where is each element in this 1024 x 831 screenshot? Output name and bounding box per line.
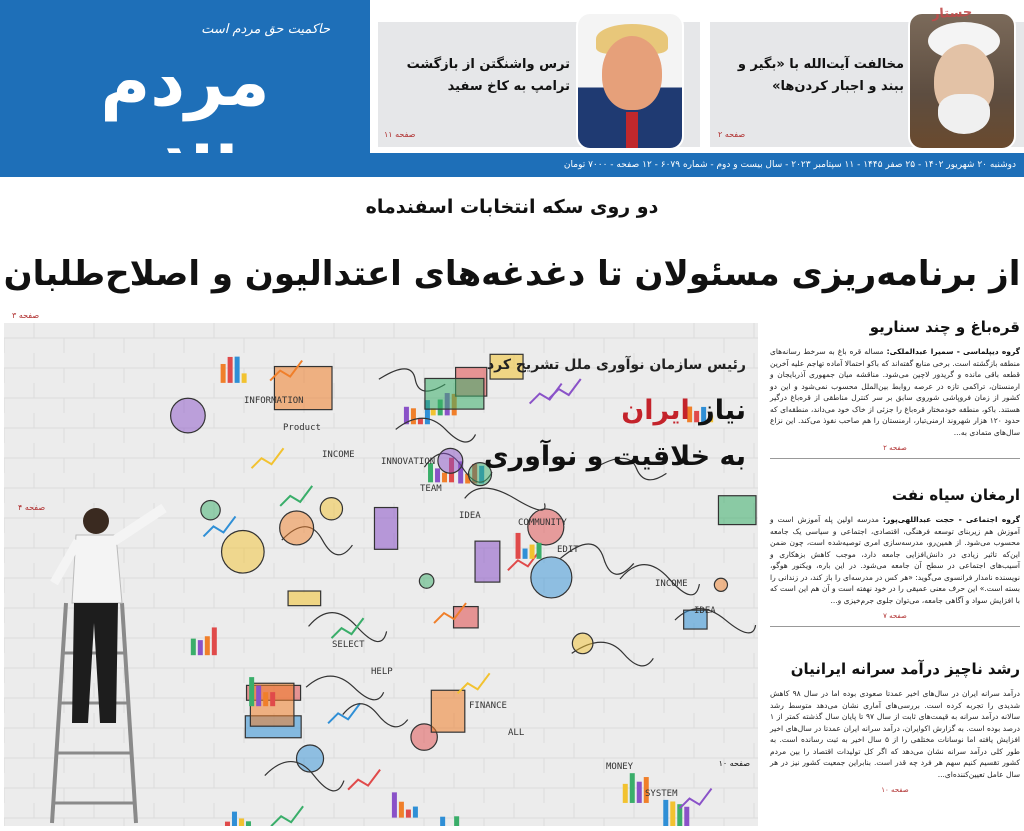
teaser-photo-cleric [908,12,1016,150]
feature-title-highlight: ایران [621,395,690,426]
story-karabakh[interactable] [770,316,1020,459]
teaser-headline[interactable]: مخالفت آیت‌الله با «بگیر و ببند و اجبار کردن‌ها» [737,57,904,94]
doodle-word: HELP [371,667,393,677]
story-byline: گروه دیپلماسی - سمیرا عبدالملکی: [886,347,1020,356]
doodle-word: Product [283,423,321,433]
doodle-circle [438,448,463,473]
doodle-box [288,591,321,606]
feature-title-line2[interactable]: به خلاقیت و نوآوری [483,441,746,472]
photo-face-shape [602,36,662,110]
dateline-bar: دوشنبه ۲۰ شهریور ۱۴۰۲ - ۲۵ صفر ۱۴۴۵ - ۱۱ سپتامبر ۲۰۲۳ - سال بیست و دوم - شماره ۶۰۷۹ - ۱۲ صفحه - ۷۰۰۰ تومان [0,153,1024,177]
story-title[interactable]: رشد ناچیز درآمد سرانه ایرانیان [790,660,1020,678]
story-income[interactable] [770,658,1020,794]
doodle-word: TEAM [420,484,442,494]
teaser-photo-trump [576,12,684,150]
feature-subtitle: رئیس سازمان نوآوری ملل تشریح کرد [486,357,746,373]
doodle-circle [531,557,572,598]
doodle-word: INCOME [655,579,688,589]
doodle-box [718,496,756,525]
doodle-box [425,378,484,409]
doodle-box [374,508,397,550]
doodle-circle [714,578,727,591]
doodle-word: FINANCE [469,701,507,711]
doodle-word: COMMUNITY [518,518,567,528]
doodle-word: SYSTEM [645,789,678,799]
doodle-circle [222,530,265,573]
doodle-word: INFORMATION [244,396,304,406]
doodle-circle [280,511,314,545]
story-oil[interactable] [770,484,1020,627]
kicker-headline[interactable]: دو روی سکه انتخابات اسفندماه [365,196,659,218]
teaser-headline[interactable]: ترس واشنگتن از بازگشت ترامپ به کاخ سفید [406,57,570,94]
doodle-circle [419,574,434,589]
story-body [770,346,1020,438]
logo-tagline: حاکمیت حق مردم است [201,22,330,37]
column-divider [770,458,1020,459]
story-text: مدرسه اولین پله آموزش است و آموزش هم زیربنای توسعه فرهنگی، اقتصادی، اجتماعی و سیاسی یک جامعه محسوب می‌شود. از همین‌رو، مدرسه‌سازی امری توصیه‌شده است، چون ضمن این‌که تاثیر زیادی در دانش‌افزایی جامعه دارد، موجب کاهش بزهکاری و آسیب‌های اجتماعی در سطح آن جامعه می‌شود. در این باره، ویکتور هوگو، نویسنده نامدار فرانسوی می‌گوید: «هر کس در مدرسه‌ای را باز کند، در زندانی را بسته است.» این حرف معنی عمیقی را در خود نهفته است و آن هم این است که با افزایش سواد و آگاهی جامعه، می‌توان جلوی جرم‌خیزی و... [770,515,1020,605]
story-text: درآمد سرانه ایران در سال‌های اخیر عمدتا صعودی بوده اما در سال ۹۸ کاهش شدیدی را تجربه کرده است. بررسی‌های آماری نشان می‌دهد متوسط رشد سالانه درآمد سرانه به قیمت‌های ثابت از سال ۹۷ تا پایان سال گذشته کمتر از ۱ درصد بوده است. به گزارش اکوایران، درآمد سرانه ایران عمدتا در سال‌های اخیر افزایش یافته اما نوسانات مختلفی را از ۵ سال اخیر به ثبت رسانده است. به طور کلی درآمد سرانه نشان می‌دهد که اگر کل تولیدات اقتصاد را بین مردم کشور تقسیم کنیم سهم هر فرد چه قدر است. بنابراین جمعیت کشور نیز در هر سال عامل تعیین‌کننده‌ای... [770,689,1020,779]
story-byline: گروه اجتماعی - حجت عبداللهی‌پور: [882,515,1020,524]
newspaper-logo[interactable] [0,0,370,153]
feature-image-story[interactable] [4,323,758,826]
corner-stamp: جستار [931,4,973,23]
masthead [0,0,1024,177]
story-text: مساله قره باغ به سرخط رسانه‌های منطقه بازگشته است. برخی منابع گفته‌اند که باکو احتمالا آماده تهاجم علیه آخرین قطعه باقی مانده و گریدور لاچین می‌شود. مناقشه میان جمهوری آذربایجان و ارمنستان، تراکمی تازه در عرصه روابط بین‌الملل محسوب نمی‌شود و این دو کشور از زمان فروپاشی شوروی سابق بر سر کنترل مناطقی از قره‌باغ درگیر هستند. باکو، منطقه خودمختار قره‌باغ را جزئی از خاک خود می‌داند، منطقه‌ای که حدود ۱۲۰ هزار شهروند ارمنی‌تبار، ارمنستان را هم صاحب نفوذ می‌کند. این نزاع سال‌های متمادی به... [770,347,1021,437]
doodle-box [475,541,500,582]
main-headline[interactable]: از برنامه‌ریزی مسئولان تا دغدغه‌های اعتدالیون و اصلاح‌طلبان [3,254,1021,294]
teaser-page-ref: صفحه ۱۱ [384,130,416,139]
doodle-word: IDEA [694,606,716,616]
feature-title-line1[interactable] [621,395,746,426]
doodle-circle [201,500,220,519]
teaser-page-ref: صفحه ۲ [718,130,746,139]
story-body [770,688,1020,780]
teaser-ayatollah[interactable] [710,22,1024,147]
photo-beard-shape [938,94,990,134]
doodle-word: ALL [508,728,525,738]
doodle-word: IDEA [459,511,481,521]
doodle-word: SELECT [332,640,365,650]
story-page-ref: صفحه ۱۰ [881,786,909,794]
story-page-ref: صفحه ۷ [883,612,907,620]
photo-tie-shape [626,112,638,150]
logo-title: مردم [100,43,270,122]
teaser-trump[interactable] [378,22,700,147]
doodle-circle [171,398,206,433]
feature-title-part1: نیاز [689,395,746,426]
doodle-word: EDIT [557,545,579,555]
story-page-ref: صفحه ۲ [883,444,907,452]
story-title[interactable]: ارمغان سیاه نفت [891,486,1020,504]
doodle-circle [572,633,593,654]
story-title[interactable]: قره‌باغ و چند سناریو [869,318,1020,336]
column-divider [770,626,1020,627]
doodle-word: INCOME [322,450,355,460]
story-body [770,514,1020,606]
feature-page-ref: صفحه ۴ [18,503,46,512]
doodle-box [454,607,479,628]
main-headline-page-ref: صفحه ۳ [12,311,40,320]
doodle-circle [296,745,323,772]
feature-page-ref-secondary: صفحه ۱۰ [718,759,750,768]
doodle-box [431,690,465,732]
doodle-word: INNOVATION [381,457,436,467]
doodle-circle [320,498,342,520]
doodle-word: MONEY [606,762,634,772]
